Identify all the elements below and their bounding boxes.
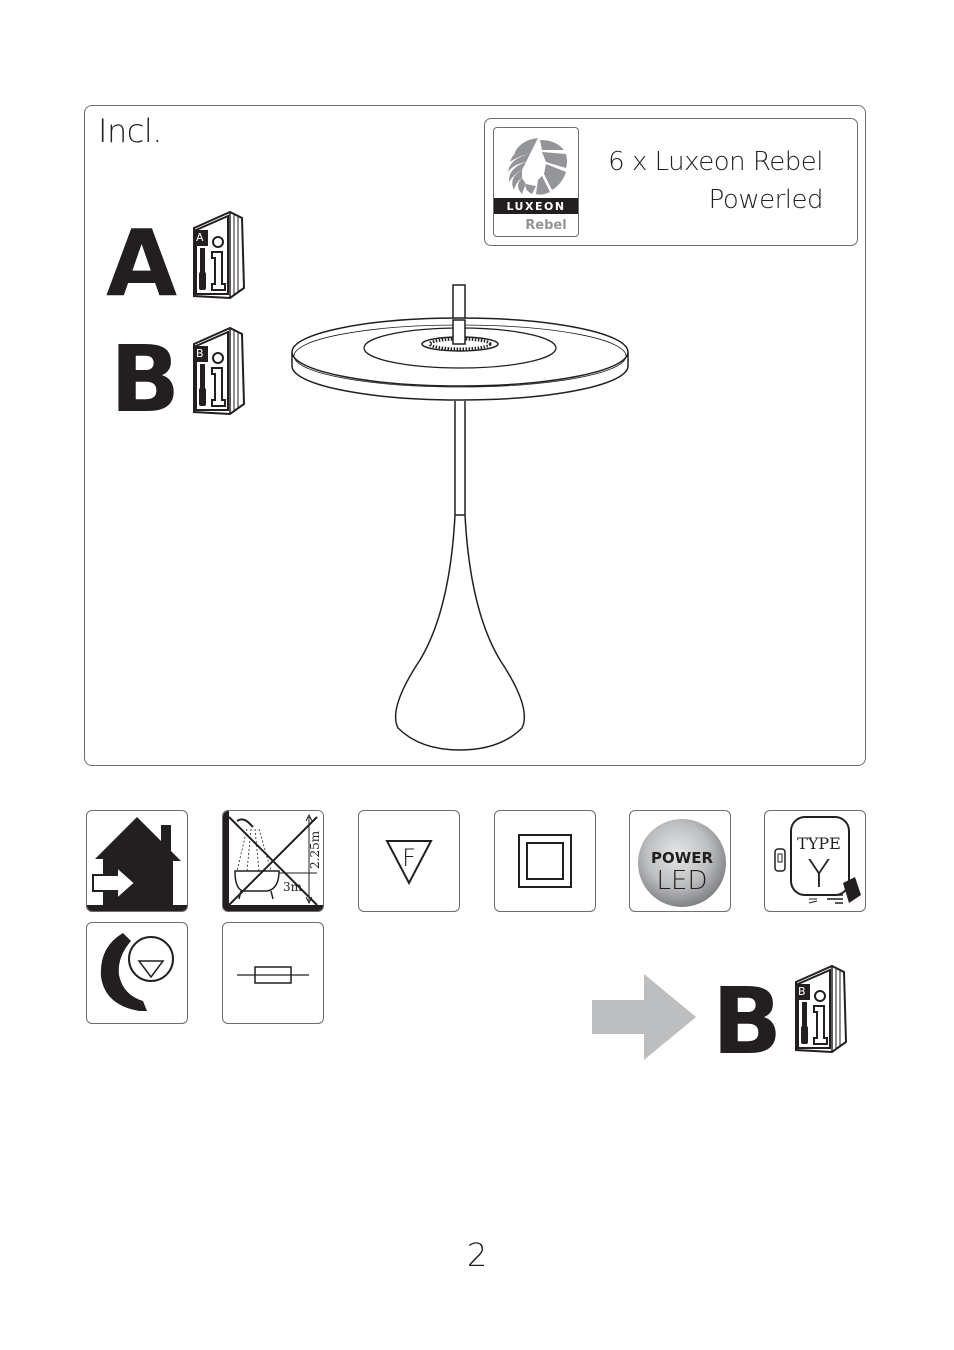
- manual-a-letter: A: [106, 210, 176, 317]
- reference-manual-tab-label: B: [798, 985, 806, 998]
- luxeon-info-box: [484, 118, 858, 246]
- page-number: 2: [466, 1236, 488, 1274]
- luxeon-logo-brand: LUXEON: [506, 200, 566, 213]
- reference-manual-book-icon: [792, 960, 852, 1056]
- luxeon-line-1: 6 x Luxeon Rebel: [608, 147, 823, 177]
- bathroom-height-label: 2.25m: [308, 830, 322, 869]
- cable-type-label: TYPE: [797, 834, 841, 853]
- reference-manual-letter: B: [712, 968, 781, 1075]
- f-mark-letter: F: [402, 844, 416, 872]
- bathroom-distance-label: 3m: [283, 880, 303, 894]
- cable-type-y-icon: [764, 810, 866, 912]
- luxeon-logo-sub: Rebel: [525, 218, 567, 233]
- power-led-icon: [629, 810, 731, 912]
- class-ii-double-insulated-icon: [494, 810, 596, 912]
- fuse-icon: [222, 922, 324, 1024]
- indoor-use-icon: [86, 810, 188, 912]
- luxeon-line-2: Powerled: [708, 185, 823, 215]
- manual-b-book-icon: [190, 322, 250, 418]
- table-lamp-illustration: [280, 280, 640, 755]
- lighting-on-off-icon: [86, 922, 188, 1024]
- cable-type-letter: Y: [807, 852, 831, 896]
- manual-a-tab-label: A: [196, 231, 204, 244]
- manual-b-tab-label: B: [196, 347, 204, 360]
- luxeon-description: [608, 143, 823, 219]
- included-heading: Incl.: [98, 112, 162, 150]
- power-led-bottom: LED: [656, 866, 708, 896]
- manual-b-letter: B: [110, 326, 179, 433]
- luxeon-rebel-logo: [493, 127, 579, 237]
- manual-a-book-icon: [190, 206, 250, 302]
- bathroom-zone-icon: [222, 810, 324, 912]
- right-arrow-icon: [592, 974, 696, 1060]
- power-led-top: POWER: [650, 849, 714, 867]
- f-mark-icon: [358, 810, 460, 912]
